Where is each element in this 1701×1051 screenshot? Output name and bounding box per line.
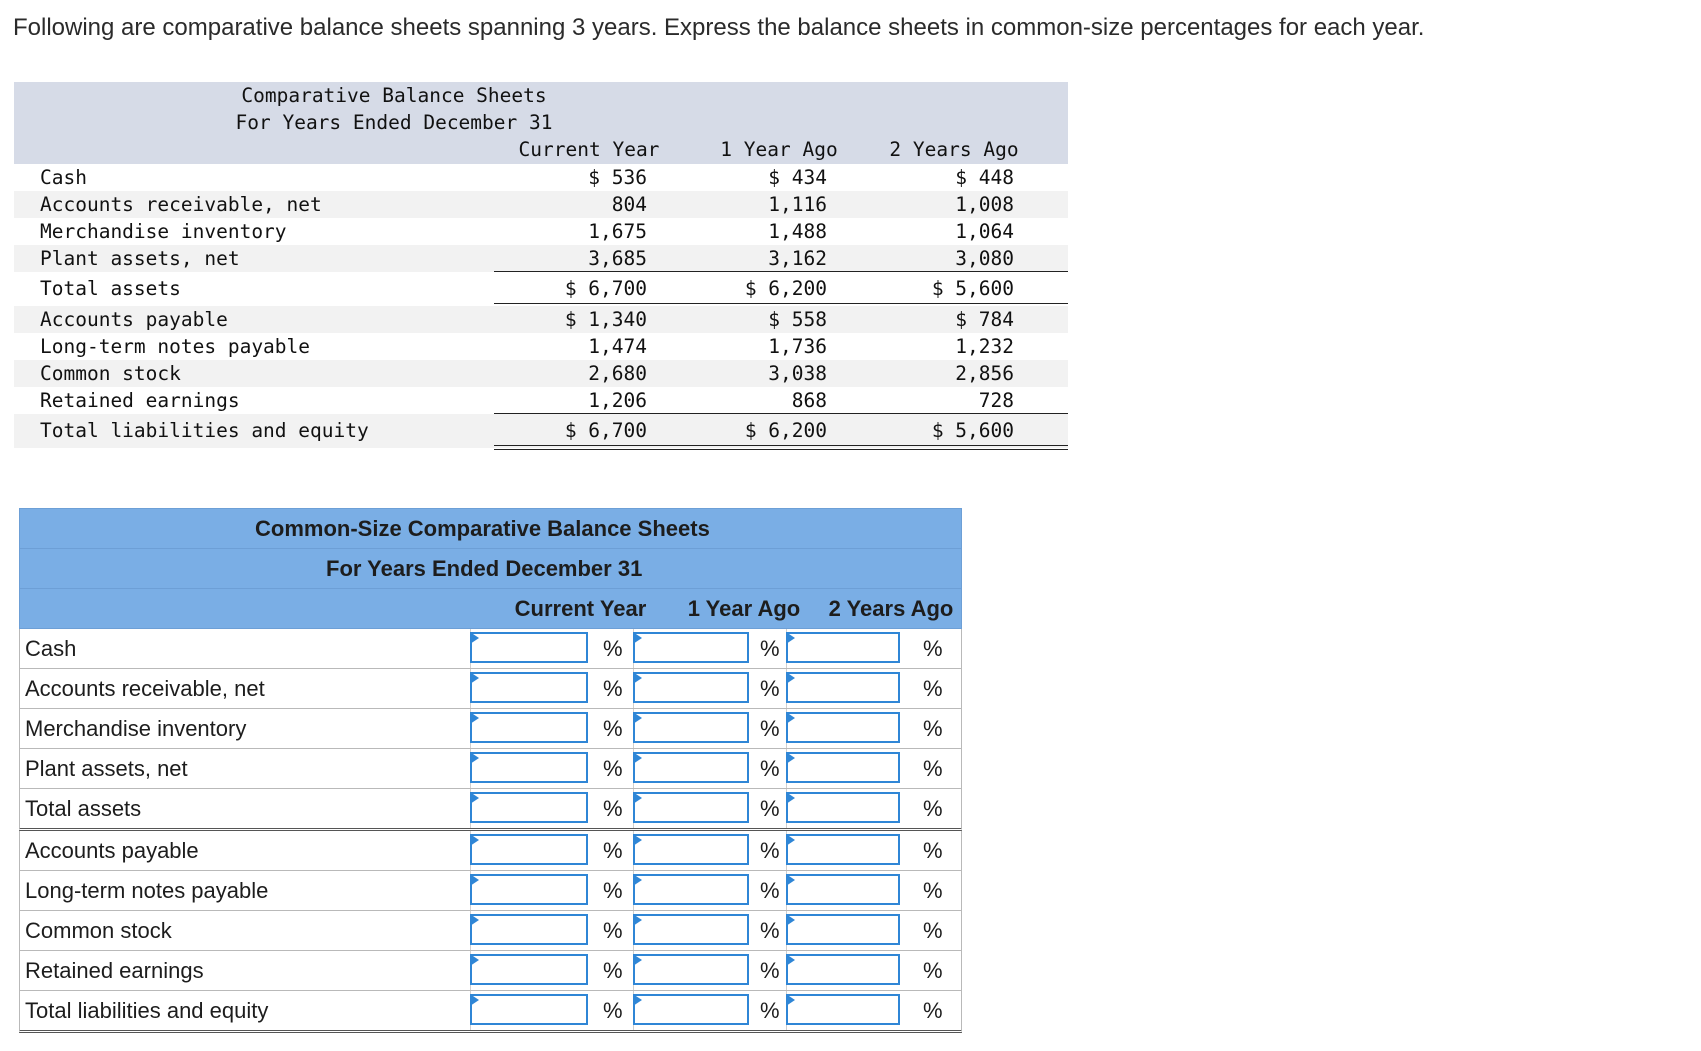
answer-row [19, 991, 962, 1033]
input-marker-icon [470, 914, 479, 926]
percent-sign: % [760, 878, 780, 903]
percent-sign: % [923, 756, 943, 781]
answer-subtitle: For Years Ended December 31 [326, 556, 643, 581]
percent-sign: % [760, 676, 780, 701]
answer-row [19, 911, 962, 951]
source-cell-value: 1,116 [768, 193, 827, 216]
source-cell-value: 1,736 [768, 335, 827, 358]
source-cell-value: 1,488 [768, 220, 827, 243]
answer-title-bar [19, 508, 962, 549]
source-col-current-year: Current Year [518, 138, 660, 161]
comparative-balance-sheet [14, 82, 1068, 448]
percent-input[interactable] [786, 834, 900, 865]
answer-row [19, 709, 962, 749]
percent-input[interactable] [786, 672, 900, 703]
input-marker-icon [786, 792, 795, 804]
answer-row [19, 749, 962, 789]
source-row-label: Total liabilities and equity [40, 419, 369, 442]
answer-row-label: Total assets [25, 796, 142, 821]
input-marker-icon [786, 712, 795, 724]
answer-row [19, 629, 962, 669]
input-marker-icon [470, 792, 479, 804]
percent-input[interactable] [786, 792, 900, 823]
source-cell-value: 1,008 [955, 193, 1014, 216]
percent-input[interactable] [470, 712, 588, 743]
percent-input[interactable] [786, 632, 900, 663]
percent-sign: % [603, 838, 623, 863]
source-row [14, 245, 1068, 272]
source-row [14, 414, 1068, 448]
percent-input[interactable] [470, 752, 588, 783]
source-cell-value: $ 434 [768, 166, 827, 189]
percent-sign: % [760, 958, 780, 983]
source-row-label: Accounts receivable, net [40, 193, 322, 216]
answer-row-label: Merchandise inventory [25, 716, 247, 741]
percent-input[interactable] [633, 792, 749, 823]
percent-input[interactable] [470, 874, 588, 905]
source-row-label: Merchandise inventory [40, 220, 287, 243]
percent-sign: % [923, 958, 943, 983]
source-cell-value: 3,038 [768, 362, 827, 385]
percent-sign: % [923, 838, 943, 863]
source-cell-value: $ 784 [955, 308, 1014, 331]
source-cell-value: 728 [978, 389, 1014, 412]
answer-row [19, 831, 962, 871]
source-cell-value: $ 5,600 [931, 419, 1014, 442]
percent-input[interactable] [470, 792, 588, 823]
answer-row-label: Retained earnings [25, 958, 204, 983]
percent-input[interactable] [633, 834, 749, 865]
source-cell-value: $ 5,600 [931, 277, 1014, 300]
answer-column-header-bar [19, 589, 962, 629]
percent-sign: % [760, 918, 780, 943]
input-marker-icon [633, 914, 642, 926]
answer-row-label: Common stock [25, 918, 172, 943]
source-row-label: Accounts payable [40, 308, 228, 331]
percent-input[interactable] [470, 672, 588, 703]
percent-sign: % [603, 716, 623, 741]
source-row [14, 387, 1068, 414]
percent-input[interactable] [633, 994, 749, 1025]
input-marker-icon [786, 752, 795, 764]
percent-input[interactable] [786, 874, 900, 905]
input-marker-icon [786, 954, 795, 966]
answer-col-current-year: Current Year [514, 596, 647, 621]
source-cell-value: 1,206 [588, 389, 647, 412]
input-marker-icon [470, 954, 479, 966]
source-row-label: Long-term notes payable [40, 335, 311, 358]
percent-input[interactable] [786, 954, 900, 985]
answer-row-label: Cash [25, 636, 77, 661]
percent-sign: % [923, 796, 943, 821]
source-cell-value: 1,232 [955, 335, 1014, 358]
percent-sign: % [603, 878, 623, 903]
percent-sign: % [760, 796, 780, 821]
input-marker-icon [470, 994, 479, 1006]
source-row-label: Common stock [40, 362, 181, 385]
percent-sign: % [760, 756, 780, 781]
percent-input[interactable] [470, 994, 588, 1025]
answer-row-label: Long-term notes payable [25, 878, 269, 903]
percent-sign: % [923, 918, 943, 943]
source-row [14, 218, 1068, 245]
input-marker-icon [633, 874, 642, 886]
source-cell-value: 1,064 [955, 220, 1014, 243]
source-cell-value: 2,680 [588, 362, 647, 385]
percent-sign: % [603, 998, 623, 1023]
percent-sign: % [923, 998, 943, 1023]
source-col-2-years-ago: 2 Years Ago [889, 138, 1019, 161]
input-marker-icon [633, 834, 642, 846]
input-marker-icon [633, 792, 642, 804]
percent-input[interactable] [633, 672, 749, 703]
source-cell-value: 1,675 [588, 220, 647, 243]
input-marker-icon [786, 914, 795, 926]
input-marker-icon [786, 994, 795, 1006]
source-cell-value: $ 558 [768, 308, 827, 331]
answer-row-label: Accounts receivable, net [25, 676, 265, 701]
source-row [14, 360, 1068, 387]
percent-input[interactable] [633, 874, 749, 905]
source-cell-value: 3,080 [955, 247, 1014, 270]
input-marker-icon [470, 712, 479, 724]
source-cell-value: $ 448 [955, 166, 1014, 189]
input-marker-icon [633, 672, 642, 684]
input-marker-icon [786, 834, 795, 846]
input-marker-icon [470, 632, 479, 644]
input-marker-icon [470, 834, 479, 846]
percent-sign: % [923, 716, 943, 741]
percent-input[interactable] [633, 954, 749, 985]
percent-input[interactable] [633, 712, 749, 743]
percent-input[interactable] [633, 914, 749, 945]
percent-input[interactable] [633, 632, 749, 663]
percent-sign: % [923, 676, 943, 701]
percent-input[interactable] [633, 752, 749, 783]
input-marker-icon [470, 874, 479, 886]
percent-input[interactable] [470, 954, 588, 985]
source-cell-value: 1,474 [588, 335, 647, 358]
input-marker-icon [633, 632, 642, 644]
source-col-1-year-ago: 1 Year Ago [720, 138, 838, 161]
answer-title: Common-Size Comparative Balance Sheets [255, 516, 710, 541]
percent-sign: % [603, 636, 623, 661]
answer-row [19, 669, 962, 709]
source-cell-value: 2,856 [955, 362, 1014, 385]
source-row-label: Total assets [40, 277, 181, 300]
source-header [14, 82, 1068, 164]
input-marker-icon [786, 672, 795, 684]
input-marker-icon [786, 874, 795, 886]
instructions-text: Following are comparative balance sheets spanning 3 years. Express the balance sheets in common-size percentages for each year. [13, 14, 1425, 41]
answer-row-label: Plant assets, net [25, 756, 188, 781]
input-marker-icon [633, 954, 642, 966]
percent-sign: % [603, 676, 623, 701]
answer-col-1-year-ago: 1 Year Ago [687, 596, 801, 621]
source-cell-value: $ 1,340 [564, 308, 647, 331]
source-row [14, 164, 1068, 191]
source-subtitle: For Years Ended December 31 [235, 111, 553, 134]
percent-input[interactable] [786, 712, 900, 743]
percent-sign: % [760, 716, 780, 741]
source-title: Comparative Balance Sheets [241, 84, 547, 107]
source-row-label: Plant assets, net [40, 247, 240, 270]
percent-input[interactable] [470, 914, 588, 945]
source-cell-value: 804 [611, 193, 647, 216]
input-marker-icon [633, 712, 642, 724]
percent-sign: % [603, 958, 623, 983]
common-size-balance-sheet [19, 508, 962, 1033]
percent-input[interactable] [786, 994, 900, 1025]
answer-row-label: Accounts payable [25, 838, 199, 863]
percent-input[interactable] [470, 632, 588, 663]
source-row [14, 191, 1068, 218]
input-marker-icon [633, 752, 642, 764]
input-marker-icon [470, 672, 479, 684]
source-row-label: Cash [40, 166, 87, 189]
source-cell-value: 868 [791, 389, 827, 412]
percent-sign: % [760, 998, 780, 1023]
percent-sign: % [603, 756, 623, 781]
answer-row [19, 789, 962, 831]
percent-input[interactable] [470, 834, 588, 865]
source-row [14, 272, 1068, 306]
source-row [14, 306, 1068, 333]
input-marker-icon [633, 994, 642, 1006]
source-row-label: Retained earnings [40, 389, 240, 412]
source-row [14, 333, 1068, 360]
source-cell-value: 3,685 [588, 247, 647, 270]
percent-sign: % [923, 636, 943, 661]
percent-sign: % [923, 878, 943, 903]
percent-input[interactable] [786, 752, 900, 783]
source-cell-value: $ 536 [588, 166, 647, 189]
input-marker-icon [470, 752, 479, 764]
total-double-rule [494, 445, 1068, 450]
source-cell-value: 3,162 [768, 247, 827, 270]
percent-input[interactable] [786, 914, 900, 945]
percent-sign: % [760, 636, 780, 661]
percent-sign: % [603, 918, 623, 943]
answer-row [19, 951, 962, 991]
source-cell-value: $ 6,700 [564, 419, 647, 442]
answer-row-label: Total liabilities and equity [25, 998, 269, 1023]
percent-sign: % [603, 796, 623, 821]
source-cell-value: $ 6,700 [564, 277, 647, 300]
source-cell-value: $ 6,200 [744, 419, 827, 442]
input-marker-icon [786, 632, 795, 644]
answer-row [19, 871, 962, 911]
source-cell-value: $ 6,200 [744, 277, 827, 300]
answer-col-2-years-ago: 2 Years Ago [828, 596, 954, 621]
percent-sign: % [760, 838, 780, 863]
answer-subtitle-bar [19, 549, 962, 589]
